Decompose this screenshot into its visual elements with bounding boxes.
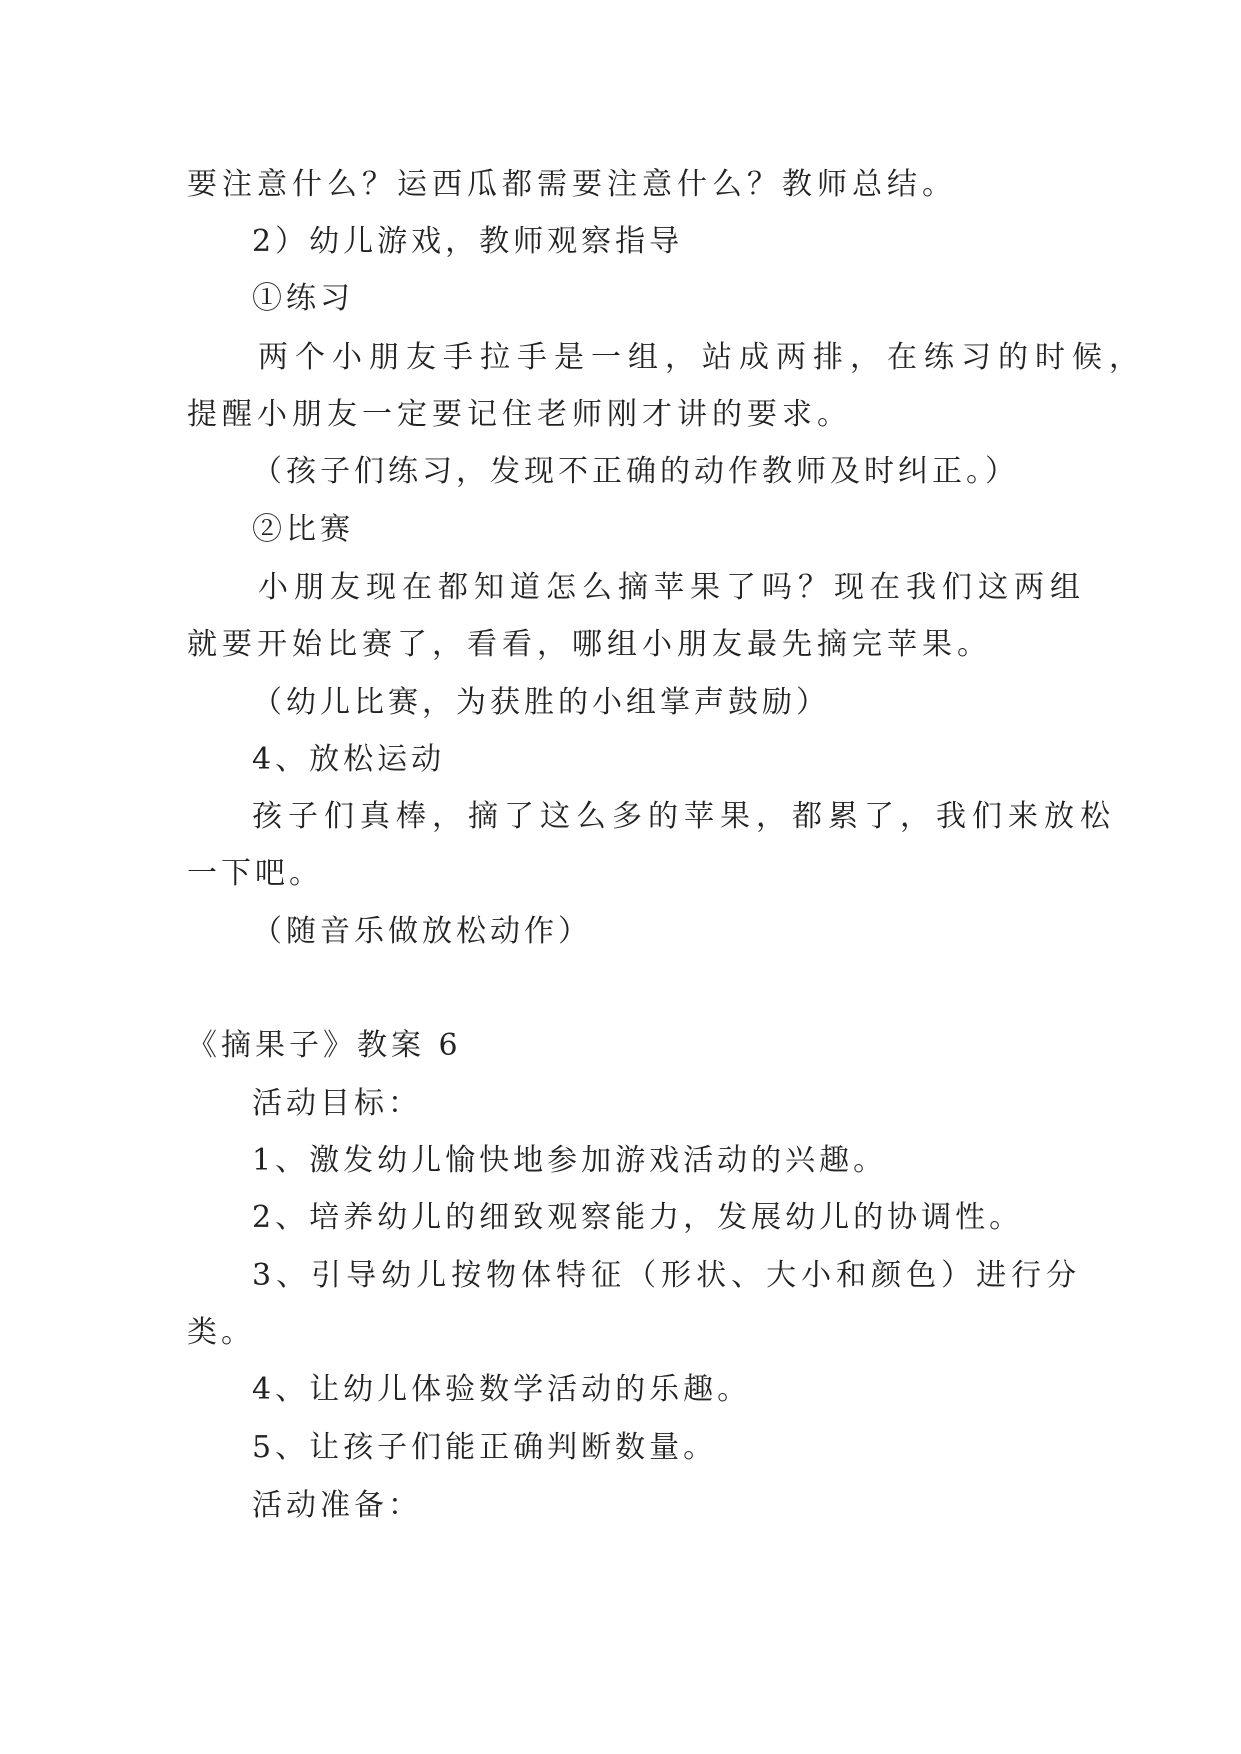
body-line: 3、引导幼儿按物体特征（形状、大小和颜色）进行分 xyxy=(252,1258,1082,1293)
body-line: 类。 xyxy=(187,1315,255,1350)
body-line: 2）幼儿游戏，教师观察指导 xyxy=(252,224,684,259)
body-line: 4、让幼儿体验数学活动的乐趣。 xyxy=(252,1372,752,1407)
body-line: （孩子们练习，发现不正确的动作教师及时纠正。） xyxy=(252,454,1019,489)
body-line: （随音乐做放松动作） xyxy=(252,914,592,949)
body-line: 提醒小朋友一定要记住老师刚才讲的要求。 xyxy=(187,397,852,432)
body-line: 活动准备： xyxy=(252,1488,422,1523)
body-line: 活动目标： xyxy=(252,1086,422,1121)
body-line: 要注意什么？运西瓜都需要注意什么？教师总结。 xyxy=(187,167,957,202)
body-line: 就要开始比赛了，看看，哪组小朋友最先摘完苹果。 xyxy=(187,627,992,662)
body-line: 2、培养幼儿的细致观察能力，发展幼儿的协调性。 xyxy=(252,1200,1024,1235)
body-line: （幼儿比赛，为获胜的小组掌声鼓励） xyxy=(252,685,830,720)
body-line: ①练习 xyxy=(252,281,354,316)
body-line: 4、放松运动 xyxy=(252,742,446,777)
section-title: 《摘果子》教案 6 xyxy=(187,1028,462,1063)
body-line: 小朋友现在都知道怎么摘苹果了吗？现在我们这两组 xyxy=(258,570,1086,605)
body-line: 两个小朋友手拉手是一组，站成两排，在练习的时候， xyxy=(258,340,1146,375)
body-line: 一下吧。 xyxy=(187,856,323,891)
body-line: ②比赛 xyxy=(252,512,354,547)
body-line: 孩子们真棒，摘了这么多的苹果，都累了，我们来放松 xyxy=(252,799,1116,834)
body-line: 5、让孩子们能正确判断数量。 xyxy=(252,1430,718,1465)
body-line: 1、激发幼儿愉快地参加游戏活动的兴趣。 xyxy=(252,1143,888,1178)
